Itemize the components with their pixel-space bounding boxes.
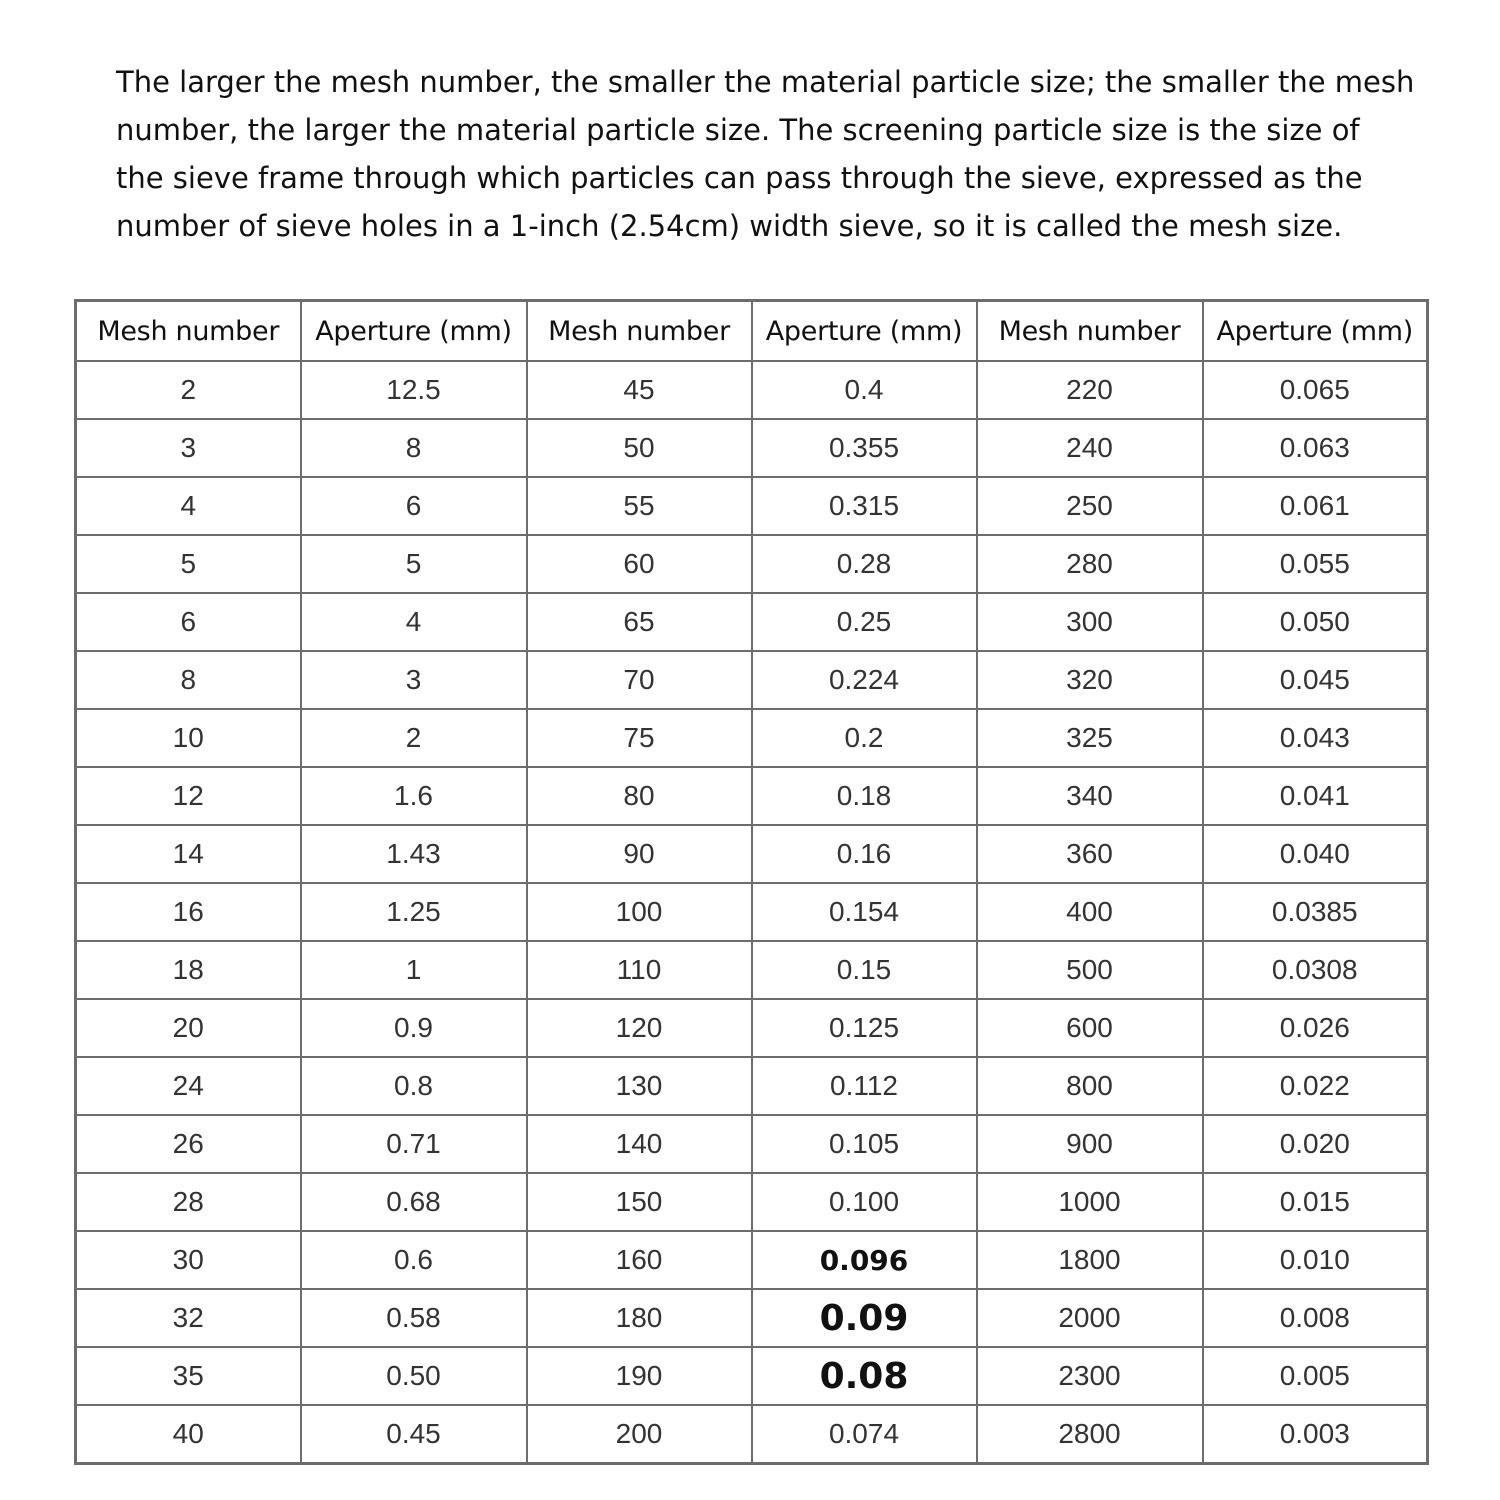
mesh-number-cell: 130 bbox=[527, 1057, 752, 1115]
aperture-cell: 0.355 bbox=[752, 419, 977, 477]
mesh-number-cell: 6 bbox=[76, 593, 301, 651]
aperture-cell: 0.16 bbox=[752, 825, 977, 883]
table-header-row bbox=[76, 301, 1428, 362]
header-mesh-number-3: Mesh number bbox=[977, 301, 1203, 362]
table-row bbox=[76, 1231, 1428, 1289]
mesh-number-cell: 1000 bbox=[977, 1173, 1203, 1231]
mesh-number-cell: 100 bbox=[527, 883, 752, 941]
aperture-cell: 0.224 bbox=[752, 651, 977, 709]
mesh-number-cell: 2000 bbox=[977, 1289, 1203, 1347]
mesh-number-cell: 325 bbox=[977, 709, 1203, 767]
table-row bbox=[76, 1115, 1428, 1173]
mesh-number-cell: 200 bbox=[527, 1405, 752, 1464]
aperture-cell: 0.58 bbox=[301, 1289, 527, 1347]
aperture-cell: 0.28 bbox=[752, 535, 977, 593]
aperture-cell: 0.100 bbox=[752, 1173, 977, 1231]
aperture-cell: 0.4 bbox=[752, 361, 977, 419]
aperture-cell: 0.8 bbox=[301, 1057, 527, 1115]
table-body bbox=[76, 361, 1428, 1464]
mesh-number-cell: 20 bbox=[76, 999, 301, 1057]
mesh-number-cell: 90 bbox=[527, 825, 752, 883]
intro-paragraph: The larger the mesh number, the smaller the material particle size; the smaller the mesh number, the larger the material particle size. The screening particle size is the size of the sieve frame through which particles can pass through the sieve, expressed as the number of sieve holes in a 1-inch (2.54cm) width sieve, so it is called the mesh size. bbox=[116, 65, 1415, 243]
mesh-number-cell: 240 bbox=[977, 419, 1203, 477]
aperture-cell: 0.25 bbox=[752, 593, 977, 651]
mesh-number-cell: 60 bbox=[527, 535, 752, 593]
mesh-number-cell: 3 bbox=[76, 419, 301, 477]
table-row bbox=[76, 477, 1428, 535]
mesh-number-cell: 400 bbox=[977, 883, 1203, 941]
aperture-cell: 0.040 bbox=[1203, 825, 1428, 883]
aperture-cell: 0.50 bbox=[301, 1347, 527, 1405]
aperture-cell: 0.68 bbox=[301, 1173, 527, 1231]
aperture-cell: 0.125 bbox=[752, 999, 977, 1057]
mesh-number-cell: 600 bbox=[977, 999, 1203, 1057]
mesh-number-cell: 280 bbox=[977, 535, 1203, 593]
aperture-cell: 0.315 bbox=[752, 477, 977, 535]
table-row bbox=[76, 1289, 1428, 1347]
mesh-number-cell: 8 bbox=[76, 651, 301, 709]
mesh-number-cell: 320 bbox=[977, 651, 1203, 709]
mesh-number-cell: 40 bbox=[76, 1405, 301, 1464]
table-row bbox=[76, 1173, 1428, 1231]
mesh-number-cell: 18 bbox=[76, 941, 301, 999]
aperture-cell: 0.022 bbox=[1203, 1057, 1428, 1115]
aperture-cell: 0.71 bbox=[301, 1115, 527, 1173]
mesh-number-cell: 900 bbox=[977, 1115, 1203, 1173]
mesh-number-cell: 150 bbox=[527, 1173, 752, 1231]
mesh-number-cell: 220 bbox=[977, 361, 1203, 419]
mesh-number-cell: 50 bbox=[527, 419, 752, 477]
aperture-cell: 0.2 bbox=[752, 709, 977, 767]
mesh-number-cell: 140 bbox=[527, 1115, 752, 1173]
aperture-cell: 0.050 bbox=[1203, 593, 1428, 651]
mesh-number-cell: 800 bbox=[977, 1057, 1203, 1115]
aperture-cell: 0.0385 bbox=[1203, 883, 1428, 941]
header-aperture-1: Aperture (mm) bbox=[301, 301, 527, 362]
table-row bbox=[76, 1405, 1428, 1464]
aperture-cell: 3 bbox=[301, 651, 527, 709]
aperture-cell: 0.9 bbox=[301, 999, 527, 1057]
aperture-cell: 0.045 bbox=[1203, 651, 1428, 709]
mesh-number-cell: 340 bbox=[977, 767, 1203, 825]
table-row bbox=[76, 651, 1428, 709]
mesh-number-cell: 70 bbox=[527, 651, 752, 709]
mesh-number-cell: 10 bbox=[76, 709, 301, 767]
header-mesh-number-1: Mesh number bbox=[76, 301, 301, 362]
aperture-cell: 0.026 bbox=[1203, 999, 1428, 1057]
aperture-cell: 1 bbox=[301, 941, 527, 999]
table-row bbox=[76, 767, 1428, 825]
mesh-number-cell: 35 bbox=[76, 1347, 301, 1405]
mesh-number-cell: 12 bbox=[76, 767, 301, 825]
aperture-cell: 0.15 bbox=[752, 941, 977, 999]
aperture-cell: 12.5 bbox=[301, 361, 527, 419]
mesh-number-cell: 250 bbox=[977, 477, 1203, 535]
aperture-cell: 0.6 bbox=[301, 1231, 527, 1289]
aperture-cell: 8 bbox=[301, 419, 527, 477]
aperture-cell: 0.18 bbox=[752, 767, 977, 825]
mesh-number-cell: 30 bbox=[76, 1231, 301, 1289]
mesh-aperture-table bbox=[74, 299, 1429, 1465]
table-row bbox=[76, 419, 1428, 477]
table-row bbox=[76, 941, 1428, 999]
header-aperture-3: Aperture (mm) bbox=[1203, 301, 1428, 362]
aperture-cell: 0.105 bbox=[752, 1115, 977, 1173]
aperture-cell: 0.005 bbox=[1203, 1347, 1428, 1405]
aperture-cell: 1.25 bbox=[301, 883, 527, 941]
aperture-cell: 4 bbox=[301, 593, 527, 651]
mesh-number-cell: 2300 bbox=[977, 1347, 1203, 1405]
mesh-number-cell: 65 bbox=[527, 593, 752, 651]
table-row bbox=[76, 1057, 1428, 1115]
aperture-cell: 0.074 bbox=[752, 1405, 977, 1464]
aperture-cell: 0.0308 bbox=[1203, 941, 1428, 999]
mesh-number-cell: 180 bbox=[527, 1289, 752, 1347]
aperture-cell: 5 bbox=[301, 535, 527, 593]
table-row bbox=[76, 883, 1428, 941]
mesh-number-cell: 28 bbox=[76, 1173, 301, 1231]
aperture-cell: 0.096 bbox=[752, 1231, 977, 1289]
mesh-number-cell: 300 bbox=[977, 593, 1203, 651]
table-row bbox=[76, 709, 1428, 767]
aperture-cell: 0.043 bbox=[1203, 709, 1428, 767]
table-row bbox=[76, 593, 1428, 651]
mesh-number-cell: 5 bbox=[76, 535, 301, 593]
aperture-cell: 0.112 bbox=[752, 1057, 977, 1115]
mesh-number-cell: 45 bbox=[527, 361, 752, 419]
mesh-number-cell: 24 bbox=[76, 1057, 301, 1115]
aperture-cell: 0.45 bbox=[301, 1405, 527, 1464]
mesh-number-cell: 160 bbox=[527, 1231, 752, 1289]
aperture-cell: 0.055 bbox=[1203, 535, 1428, 593]
table-row bbox=[76, 999, 1428, 1057]
aperture-cell: 0.015 bbox=[1203, 1173, 1428, 1231]
aperture-cell: 0.154 bbox=[752, 883, 977, 941]
mesh-number-cell: 1800 bbox=[977, 1231, 1203, 1289]
aperture-cell: 1.43 bbox=[301, 825, 527, 883]
mesh-number-cell: 4 bbox=[76, 477, 301, 535]
mesh-number-cell: 110 bbox=[527, 941, 752, 999]
table-row bbox=[76, 535, 1428, 593]
aperture-cell: 0.063 bbox=[1203, 419, 1428, 477]
aperture-cell: 0.041 bbox=[1203, 767, 1428, 825]
mesh-number-cell: 2 bbox=[76, 361, 301, 419]
mesh-number-cell: 500 bbox=[977, 941, 1203, 999]
aperture-cell: 1.6 bbox=[301, 767, 527, 825]
mesh-number-cell: 26 bbox=[76, 1115, 301, 1173]
mesh-number-cell: 16 bbox=[76, 883, 301, 941]
mesh-number-cell: 360 bbox=[977, 825, 1203, 883]
mesh-number-cell: 32 bbox=[76, 1289, 301, 1347]
aperture-cell: 0.061 bbox=[1203, 477, 1428, 535]
aperture-cell: 0.003 bbox=[1203, 1405, 1428, 1464]
header-aperture-2: Aperture (mm) bbox=[752, 301, 977, 362]
mesh-number-cell: 120 bbox=[527, 999, 752, 1057]
aperture-cell: 0.008 bbox=[1203, 1289, 1428, 1347]
aperture-cell: 0.08 bbox=[752, 1347, 977, 1405]
aperture-cell: 0.065 bbox=[1203, 361, 1428, 419]
table-row bbox=[76, 1347, 1428, 1405]
aperture-cell: 0.020 bbox=[1203, 1115, 1428, 1173]
aperture-cell: 0.010 bbox=[1203, 1231, 1428, 1289]
aperture-cell: 0.09 bbox=[752, 1289, 977, 1347]
mesh-number-cell: 14 bbox=[76, 825, 301, 883]
mesh-number-cell: 2800 bbox=[977, 1405, 1203, 1464]
mesh-number-cell: 75 bbox=[527, 709, 752, 767]
aperture-cell: 6 bbox=[301, 477, 527, 535]
mesh-number-cell: 80 bbox=[527, 767, 752, 825]
table-row bbox=[76, 361, 1428, 419]
table-row bbox=[76, 825, 1428, 883]
mesh-number-cell: 190 bbox=[527, 1347, 752, 1405]
aperture-cell: 2 bbox=[301, 709, 527, 767]
mesh-number-cell: 55 bbox=[527, 477, 752, 535]
header-mesh-number-2: Mesh number bbox=[527, 301, 752, 362]
